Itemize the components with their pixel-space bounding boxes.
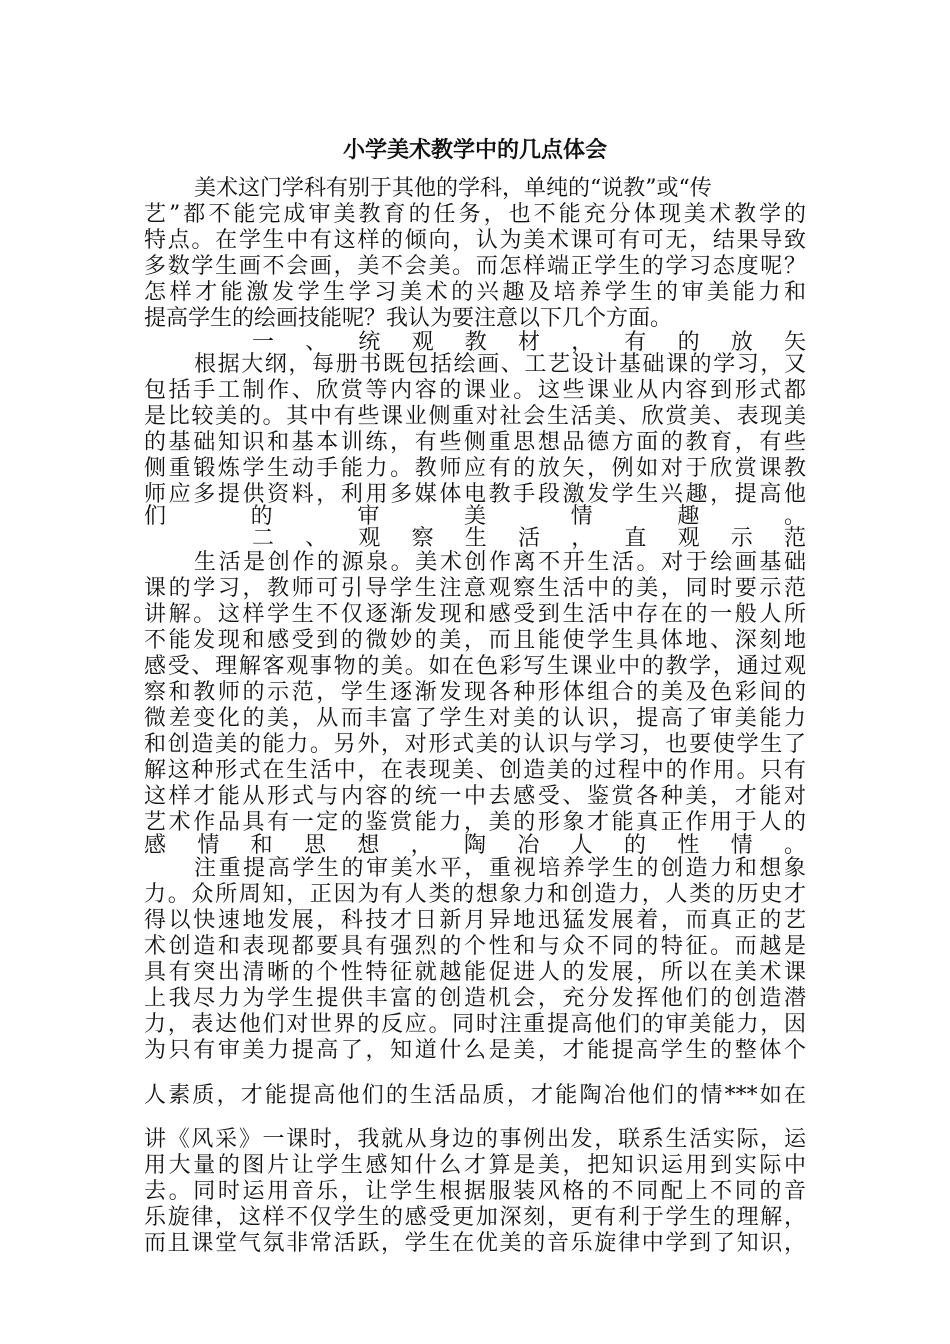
text-line: 们的审美情趣。	[144, 504, 806, 529]
text-line: 乐旋律，这样不仅学生的感受更加深刻，更有利于学生的理解，	[144, 1205, 806, 1230]
text-line: 力，表达他们对世界的反应。同时注重提高他们的审美能力，因	[144, 1012, 806, 1037]
text-line: 上我尽力为学生提供丰富的创造机会，充分发挥他们的创造潜	[144, 986, 806, 1011]
document-title: 小学美术教学中的几点体会	[342, 137, 607, 163]
text-line: 而且课堂气氛非常活跃，学生在优美的音乐旋律中学到了知识，	[144, 1231, 806, 1256]
text-line: 的基础知识和基本训练，有些侧重思想品德方面的教育，有些	[144, 430, 806, 455]
text-line: 和创造美的能力。另外，对形式美的认识与学习，也要使学生了	[144, 732, 806, 757]
text-line: 用大量的图片让学生感知什么才算是美，把知识运用到实际中	[144, 1153, 806, 1178]
text-line: 生活是创作的源泉。美术创作离不开生活。对于绘画基础	[194, 550, 806, 575]
text-line: 师应多提供资料，利用多媒体电教手段激发学生兴趣，提高他	[144, 482, 806, 507]
text-line: 不能发现和感受到的微妙的美，而且能使学生具体地、深刻地	[144, 628, 806, 653]
text-line: 艺术作品具有一定的鉴赏能力，美的形象才能真正作用于人的	[144, 810, 806, 835]
text-line: 这样才能从形式与内容的统一中去感受、鉴赏各种美，才能对	[144, 784, 806, 809]
text-line: 去。同时运用音乐，让学生根据服装风格的不同配上不同的音	[144, 1179, 806, 1204]
text-line: 侧重锻炼学生动手能力。教师应有的放矢，例如对于欣赏课教	[144, 456, 806, 481]
text-line: 为只有审美力提高了，知道什么是美，才能提高学生的整体个	[144, 1038, 806, 1063]
text-line: 是比较美的。其中有些课业侧重对社会生活美、欣赏美、表现美	[144, 404, 806, 429]
text-line: 讲解。这样学生不仅逐渐发现和感受到生活中存在的一般人所	[144, 602, 806, 627]
text-line: 术创造和表现都要具有强烈的个性和与众不同的特征。而越是	[144, 934, 806, 959]
section-heading: 一、统观教材，有的放矢	[252, 330, 806, 355]
text-line: 人素质，才能提高他们的生活品质，才能陶冶他们的情***如在	[144, 1083, 806, 1108]
text-line: 力。众所周知，正因为有人类的想象力和创造力，人类的历史才	[144, 882, 806, 907]
text-line: 感受、理解客观事物的美。如在色彩写生课业中的教学，通过观	[144, 654, 806, 679]
text-line: 怎样才能激发学生学习美术的兴趣及培养学生的审美能力和	[144, 280, 806, 305]
text-line: 注重提高学生的审美水平，重视培养学生的创造力和想象	[194, 856, 806, 881]
text-line: 多数学生画不会画，美不会美。而怎样端正学生的学习态度呢？	[144, 254, 806, 279]
text-line: 讲《风采》一课时，我就从身边的事例出发，联系生活实际，运	[144, 1127, 806, 1152]
text-line: 微差变化的美，从而丰富了学生对美的认识，提高了审美能力	[144, 706, 806, 731]
text-line: 根据大纲，每册书既包括绘画、工艺设计基础课的学习，又	[194, 352, 806, 377]
text-line: 感情和思想，陶冶人的性情。	[144, 833, 806, 858]
text-line: 察和教师的示范，学生逐渐发现各种形体组合的美及色彩间的	[144, 680, 806, 705]
text-line: 课的学习，教师可引导学生注意观察生活中的美，同时要示范	[144, 576, 806, 601]
section-heading: 二、观察生活，直观示范	[252, 526, 806, 551]
text-line: 艺”都不能完成审美教育的任务，也不能充分体现美术教学的	[144, 202, 806, 227]
text-line: 美术这门学科有别于其他的学科，单纯的“说教”或“传	[194, 176, 712, 201]
text-line: 具有突出清晰的个性特征就越能促进人的发展，所以在美术课	[144, 960, 806, 985]
text-line: 得以快速地发展，科技才日新月异地迅猛发展着，而真正的艺	[144, 908, 806, 933]
text-line: 包括手工制作、欣赏等内容的课业。这些课业从内容到形式都	[144, 378, 806, 403]
text-line: 特点。在学生中有这样的倾向，认为美术课可有可无，结果导致	[144, 228, 806, 253]
text-line: 解这种形式在生活中，在表现美、创造美的过程中的作用。只有	[144, 758, 806, 783]
text-line: 提高学生的绘画技能呢？我认为要注意以下几个方面。	[144, 306, 673, 331]
